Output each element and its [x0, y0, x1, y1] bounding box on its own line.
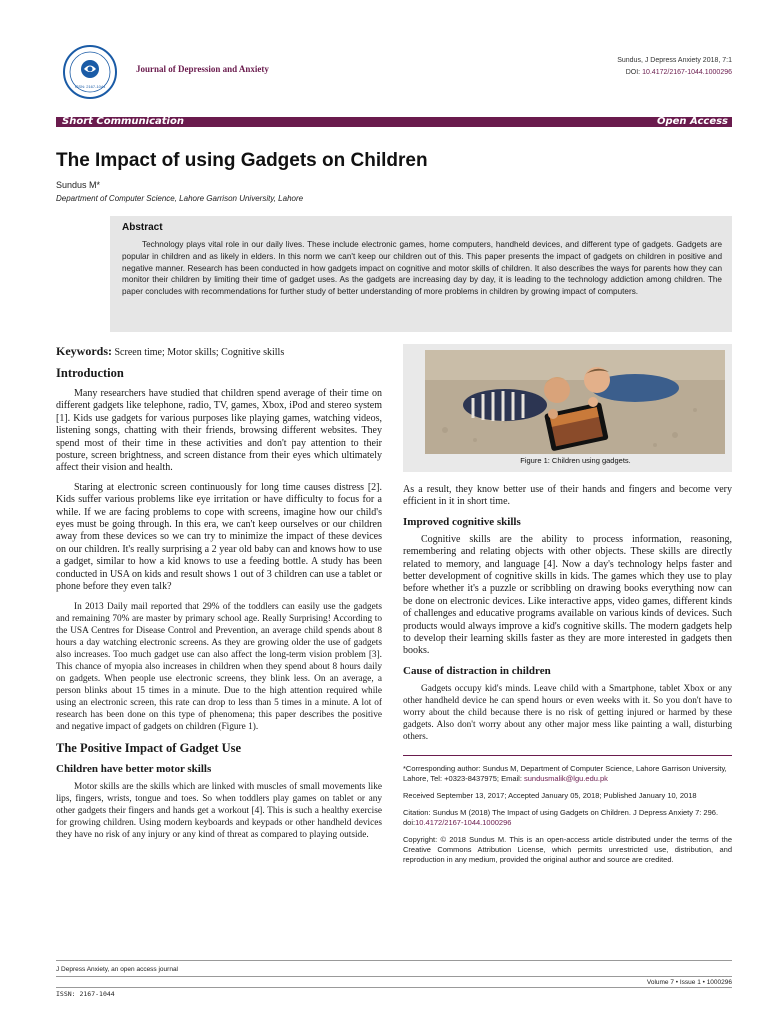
footer-divider-top [56, 960, 732, 961]
cognitive-paragraph-1: Cognitive skills are the ability to process information, reasoning, remembering and relating objects with other objects. These skills are directly related to memory, and language [4]. Now a day's technology helps faster and better development of cognitive skills in kids. The games which they use to play before whether it's a puzzle or scribbling on drawing books everything now can be done on electronic devices. Like interactive apps, video games, different kinds of challenges and educative programs available on various kinds of devices. Such products would always improve a kid's cognitive skills. The modern gadgets help to develop their learning skills faster as they are more interested in gadgets then books. [403, 533, 732, 657]
motor-paragraph-1: Motor skills are the skills which are linked with muscles of small movements like lips, fingers, wrists, tongue and toes. So when toddlers play games on tablet or any other gadgets their fingers and hands get a workout [4]. This is such a healthy exercise for growing children. Using modern keyboards and keypads or other handheld devices they have no risk of any injury or any kind of threat as compared to playing outside. [56, 781, 382, 840]
abstract-box [110, 216, 732, 332]
article-type: Short Communication [62, 116, 184, 127]
footer-divider-bottom [56, 987, 732, 988]
citation-block [617, 55, 732, 79]
author-affiliation: Department of Computer Science, Lahore Garrison University, Lahore [56, 194, 304, 203]
children-photo [425, 350, 725, 454]
introduction-heading: Introduction [56, 366, 124, 380]
author-email-link[interactable]: sundusmalik@lgu.edu.pk [524, 774, 608, 784]
figure-caption: Figure 1: Children using gadgets. [520, 456, 631, 465]
citation-doi-link[interactable]: 10.4172/2167-1044.1000296 [415, 818, 512, 828]
metadata-divider [403, 755, 732, 756]
motor-skills-heading: Children have better motor skills [56, 762, 212, 775]
intro-paragraph-2: Staring at electronic screen continuously for long time causes distress [2]. Kids suffer various problems like eye irritation or have difficulty to focus for a while. If we are facing problems to cope with screens, imagine how our child's eyes must be going through. In this era, we can't keep ourselves or our children away from these devices so we can try to minimize the impact of these devices on our children. It's really surprising a 2 year old baby can and knows how to use a gadget, similar to how a kid knows to use a feeding bottle. A study has been conducted in USA on kids and result shows 1 out of 3 children can use a tablet or phone before they even talk? [56, 481, 382, 593]
open-access-label: Open Access [656, 116, 728, 127]
logo-issn-text: ISSN: 2167-1044 [74, 84, 106, 89]
journal-name[interactable]: Journal of Depression and Anxiety [136, 64, 269, 74]
article-metadata [403, 764, 732, 865]
distraction-heading: Cause of distraction in children [403, 664, 551, 677]
intro-paragraph-3: In 2013 Daily mail reported that 29% of the toddlers can easily use the gadgets and remaining 70% are master by primary school age. Really Surprising! According to the USA Centres for Disease Control and Prevention, an average child spends about 8 hours a day watching electronic screens. As they are growing older the use of gadgets also increases. Too much gadget use can also affect the long-term vision problem [3]. This chance of myopia also increases in children when they spend about 8 hours daily on gadgets. When people use electronic screens, they blink less. On an average, a person blinks about 15 times in a minute. Due to the high attention required while using an electronic screen, this rate can drop to less than 5 times in a minute. A lot of research has been done on this type of phenomena; this paper describes the positive and negative impact of gadgets on children (Figure 1). [56, 601, 382, 733]
doi-label: DOI: [625, 69, 641, 76]
journal-logo [62, 44, 118, 100]
citation-info [403, 808, 732, 828]
cognitive-skills-heading: Improved cognitive skills [403, 515, 521, 528]
intro-paragraph-1: Many researchers have studied that children spend average of their time on different gadgets like telephone, radio, TV, games, Xbox, iPod and stereo system [1]. Kids use gadgets for various purposes like playing games, watching videos, listening songs, chatting with their friends, browsing different websites. They spend most of their time in these activities and don't pay attention to their posture, screen brightness, and screen distance from their eyes which ultimately affect their vision and health. [56, 388, 382, 474]
author-name: Sundus M* [56, 180, 101, 190]
footer-divider-middle [56, 976, 732, 977]
continued-paragraph: As a result, they know better use of their hands and fingers and become very efficient in it in short time. [403, 484, 732, 508]
article-type-bar [56, 117, 732, 127]
right-column [403, 344, 732, 872]
footer-journal: J Depress Anxiety, an open access journal [56, 966, 179, 973]
corresponding-author [403, 764, 732, 784]
footer-issn: ISSN: 2167-1044 [56, 990, 115, 998]
copyright-notice: Copyright: © 2018 Sundus M. This is an open-access article distributed under the terms of the Creative Commons Attribution License, which permits unrestricted use, distribution, and reproduction in any medium, provided the original author and source are credited. [403, 835, 732, 865]
citation-line: Sundus, J Depress Anxiety 2018, 7:1 [617, 57, 732, 64]
keywords-label: Keywords: [56, 344, 112, 358]
abstract-heading: Abstract [122, 222, 163, 233]
figure-1 [403, 344, 732, 472]
doi-link[interactable]: 10.4172/2167-1044.1000296 [642, 69, 732, 76]
citation-text: Citation: Sundus M (2018) The Impact of using Gadgets on Children. J Depress Anxiety 7: 296. doi: [403, 808, 719, 828]
positive-impact-heading: The Positive Impact of Gadget Use [56, 740, 242, 755]
corresponding-author-text: *Corresponding author: Sundus M, Department of Computer Science, Lahore Garrison University, Lahore, Tel: +0323-8437975; Email: [403, 764, 727, 784]
left-column [56, 344, 382, 848]
keywords-text: Screen time; Motor skills; Cognitive skills [114, 347, 285, 358]
abstract-text: Technology plays vital role in our daily lives. These include electronic games, home computers, handheld devices, and different type of gadgets. Gadgets are popular in children and as likely in elders. In this norm we can't keep our children out of this. This paper presents the impact of gadgets on children in positive and negative manner. Research has been conducted in how gadgets impact on cognitive and motor skills of children. It also describes the ways for parents how they can monitor their children by limiting their time of gadget uses. As the gadgets are increasing day by day, it is leading to the technology addiction among children. The paper concludes with recommendations for further study of better understanding of more problems in children by growing impact of computers. [122, 240, 722, 297]
keywords [56, 344, 382, 360]
article-title: The Impact of using Gadgets on Children [56, 150, 428, 171]
article-dates: Received September 13, 2017; Accepted January 05, 2018; Published January 10, 2018 [403, 791, 697, 801]
footer-volume: Volume 7 • Issue 1 • 1000296 [646, 979, 732, 986]
distraction-paragraph-1: Gadgets occupy kid's minds. Leave child with a Smartphone, tablet Xbox or any other handheld device he can spend hours or even weeks with it. So you don't have to worry about the child because there is no risk of getting injured or harmed by these gadgets. Also don't worry about any other major mess like painting a wall, disturbing others. [403, 683, 732, 743]
